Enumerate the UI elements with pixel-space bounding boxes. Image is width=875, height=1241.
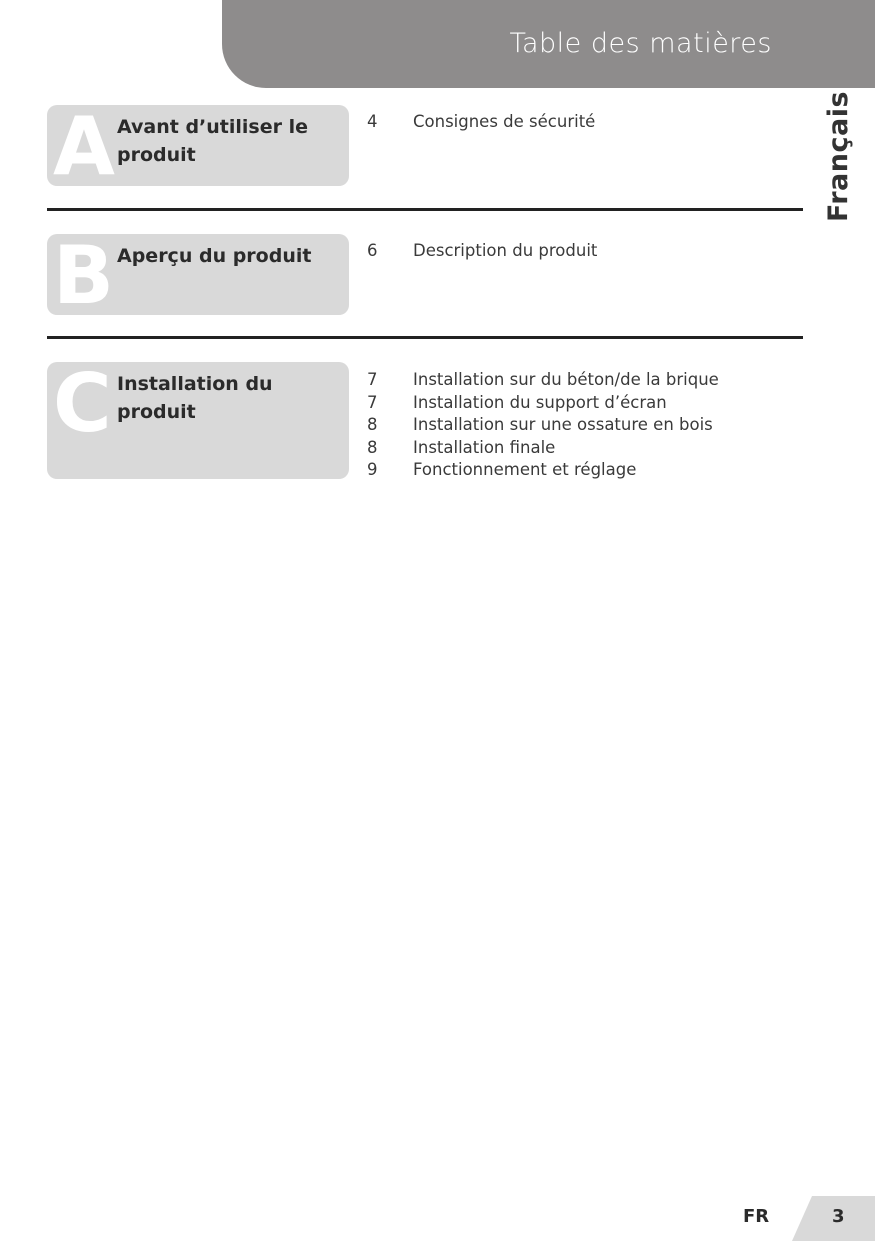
page-title: Table des matières (509, 28, 772, 59)
toc-entry-label: Fonctionnement et réglage (413, 460, 637, 479)
section-b-entries (367, 240, 597, 263)
toc-entry-page: 7 (367, 370, 378, 389)
toc-entry-label: Consignes de sécurité (413, 112, 596, 131)
toc-entry[interactable] (367, 459, 719, 482)
toc-entry[interactable] (367, 437, 719, 460)
toc-entry[interactable] (367, 392, 719, 415)
toc-entry-page: 8 (367, 437, 378, 457)
footer-language-code: FR (743, 1206, 770, 1227)
toc-entry[interactable] (367, 240, 597, 263)
toc-entry-page: 8 (367, 415, 378, 434)
section-a-box (47, 100, 349, 193)
toc-entry-page: 4 (367, 112, 378, 131)
section-a-entries (367, 111, 595, 134)
toc-entry[interactable] (367, 369, 719, 392)
header-band (222, 0, 875, 88)
language-tab: Français (823, 90, 854, 222)
section-c-box (47, 357, 349, 479)
section-divider (47, 336, 803, 339)
section-c-title: Installation du produit (117, 373, 273, 423)
section-a-letter: A (53, 100, 115, 193)
toc-entry-label: Description du produit (413, 241, 598, 260)
section-b-title: Aperçu du produit (117, 245, 312, 267)
section-c-letter: C (53, 357, 112, 450)
section-a-title: Avant d’utiliser le produit (117, 116, 309, 166)
toc-entry-page: 6 (367, 241, 378, 260)
toc-entry-page: 7 (367, 392, 378, 412)
section-divider (47, 208, 803, 211)
toc-entry-label: Installation finale (413, 437, 556, 457)
toc-entry-label: Installation sur une ossature en bois (413, 415, 713, 434)
toc-entry[interactable] (367, 111, 595, 134)
toc-entry-label: Installation du support d’écran (413, 392, 667, 412)
footer-page-number: 3 (832, 1206, 845, 1227)
section-b-letter: B (53, 229, 114, 322)
toc-entry[interactable] (367, 414, 719, 437)
section-c-entries (367, 369, 719, 482)
section-b-box (47, 229, 349, 322)
toc-entry-label: Installation sur du béton/de la brique (413, 370, 719, 389)
toc-entry-page: 9 (367, 460, 378, 479)
